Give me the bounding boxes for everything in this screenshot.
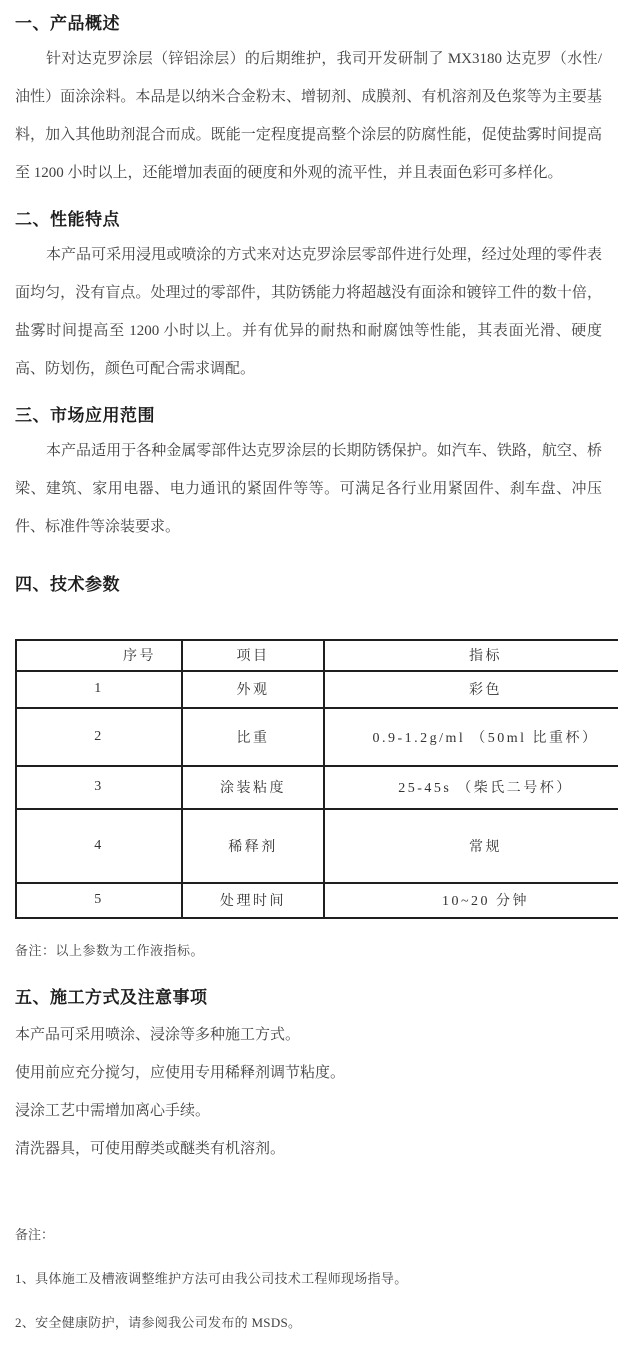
remark-item: 1、具体施工及槽液调整维护方法可由我公司技术工程师现场指导。 [15, 1270, 408, 1286]
section-1-heading: 一、产品概述 [15, 14, 120, 33]
cell-seq: 1 [16, 671, 182, 708]
col-header-spec: 指标 [324, 640, 618, 671]
cell-seq: 4 [16, 809, 182, 883]
table-header-row [16, 640, 618, 671]
cell-spec: 0.9-1.2g/ml （50ml 比重杯） [324, 708, 618, 766]
cell-spec: 常规 [324, 809, 618, 883]
cell-seq: 5 [16, 883, 182, 918]
section-3-heading: 三、市场应用范围 [15, 405, 155, 425]
remark-item: 2、安全健康防护，请参阅我公司发布的 MSDS。 [15, 1314, 302, 1330]
table-note: 备注：以上参数为工作液指标。 [15, 942, 205, 958]
cell-spec: 25-45s （柴氏二号杯） [324, 766, 618, 809]
table-row [16, 671, 618, 708]
cell-item: 比重 [182, 708, 324, 766]
section-1-paragraph: 针对达克罗涂层（锌铝涂层）的后期维护，我司开发研制了 MX3180 达克罗（水性/油性）面涂涂料。本品是以纳米合金粉末、增韧剂、成膜剂、有机溶剂及色浆等为主要基料，加入其他助剂混合而成。既能一定程度提高整个涂层的防腐性能，促使盐雾时间提高至 1200 小时以上，还能增加表面的硬度和外观的流平性，并且表面色彩可多样化。 [15, 50, 602, 181]
tech-params-table [15, 639, 618, 919]
cell-item: 涂装粘度 [182, 766, 324, 809]
section-5-line: 使用前应充分搅匀，应使用专用稀释剂调节粘度。 [15, 1064, 346, 1081]
section-5-line: 本产品可采用喷涂、浸涂等多种施工方式。 [15, 1026, 301, 1043]
section-5-line: 清洗器具，可使用醇类或醚类有机溶剂。 [15, 1140, 286, 1157]
remarks-title: 备注： [15, 1226, 55, 1242]
cell-item: 处理时间 [182, 883, 324, 918]
table-row [16, 708, 618, 766]
section-5-line: 浸涂工艺中需增加离心手续。 [15, 1102, 211, 1119]
table-row [16, 809, 618, 883]
cell-item: 外观 [182, 671, 324, 708]
table-row [16, 766, 618, 809]
table-row [16, 883, 618, 918]
cell-seq: 2 [16, 708, 182, 766]
section-3-paragraph: 本产品适用于各种金属零部件达克罗涂层的长期防锈保护。如汽车、铁路，航空、桥梁、建筑、家用电器、电力通讯的紧固件等等。可满足各行业用紧固件、刹车盘、冲压件、标准件等涂装要求。 [15, 442, 602, 535]
section-5-heading: 五、施工方式及注意事项 [15, 987, 208, 1007]
section-4-heading: 四、技术参数 [15, 574, 120, 594]
col-header-seq: 序号 [16, 640, 182, 671]
cell-item: 稀释剂 [182, 809, 324, 883]
col-header-item: 项目 [182, 640, 324, 671]
section-2-heading: 二、性能特点 [15, 209, 120, 229]
cell-seq: 3 [16, 766, 182, 809]
cell-spec: 10~20 分钟 [324, 883, 618, 918]
cell-spec: 彩色 [324, 671, 618, 708]
section-2-paragraph: 本产品可采用浸甩或喷涂的方式来对达克罗涂层零部件进行处理，经过处理的零件表面均匀，没有盲点。处理过的零部件，其防锈能力将超越没有面涂和镀锌工件的数十倍，盐雾时间提高至 1200 小时以上。并有优异的耐热和耐腐蚀等性能，其表面光滑、硬度高、防划伤，颜色可配合需求调配。 [15, 246, 602, 377]
